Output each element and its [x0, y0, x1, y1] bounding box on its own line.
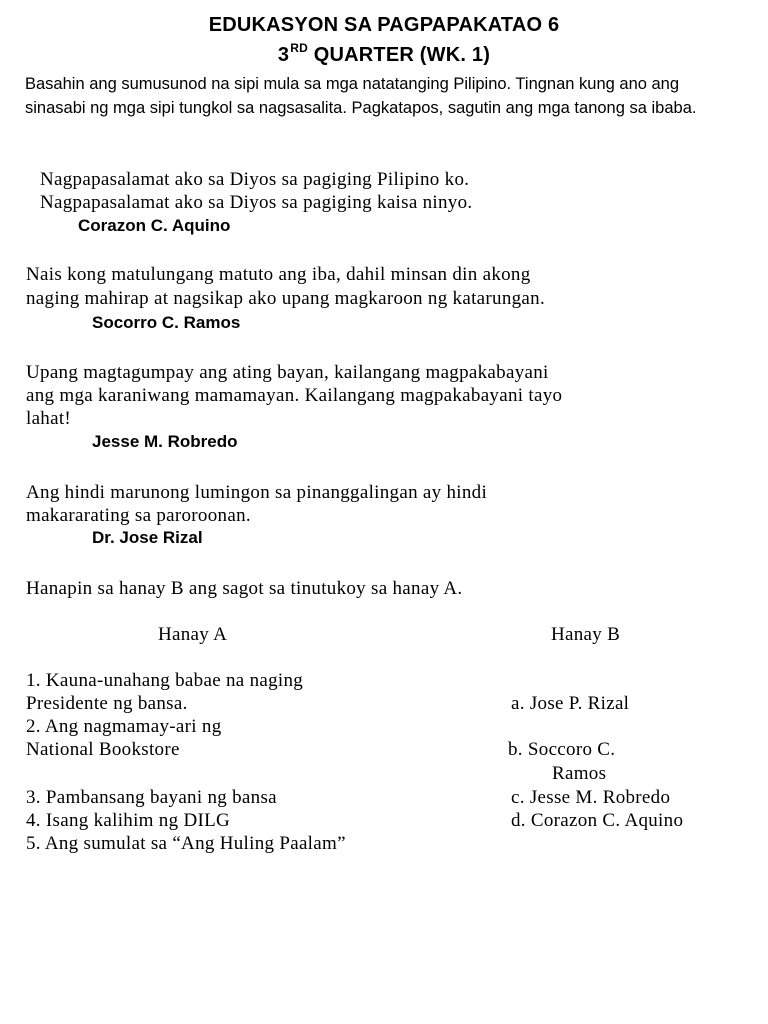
quote-4-author: Dr. Jose Rizal [92, 528, 203, 547]
column-a-item-1-line-1: 1. Kauna-unahang babae na naging [26, 670, 304, 691]
quote-1-line-1: Nagpapasalamat ako sa Diyos sa pagiging Pilipino ko. [40, 169, 470, 190]
quote-3-line-3: lahat! [26, 408, 72, 429]
column-a-item-5: 5. Ang sumulat sa “Ang Huling Paalam” [26, 833, 346, 854]
instructions-paragraph: Basahin ang sumusunod na sipi mula sa mga natatanging Pilipino. Tingnan kung ano ang sinasabi ng mga sipi tungkol sa nagsasalita. Pagkatapos, sagutin ang mga tanong sa ibaba. [25, 75, 697, 117]
column-b-item-b-line-2: Ramos [552, 763, 607, 784]
quote-3-line-1: Upang magtagumpay ang ating bayan, kailangang magpakabayani [26, 362, 549, 383]
quote-3-author: Jesse M. Robredo [92, 432, 238, 451]
quarter-number: 3 [277, 44, 290, 66]
quarter-superscript: RD [290, 41, 308, 55]
column-b-item-b-line-1: b. Soccoro C. [508, 739, 616, 760]
quote-4-line-1: Ang hindi marunong lumingon sa pinanggalingan ay hindi [26, 482, 488, 503]
column-a-item-3: 3. Pambansang bayani ng bansa [26, 787, 277, 808]
quarter-label: QUARTER (WK. 1) [307, 44, 491, 66]
column-b-item-c: c. Jesse M. Robredo [511, 787, 671, 808]
column-a-item-1-line-2: Presidente ng bansa. [26, 693, 188, 714]
quote-2-line-1: Nais kong matulungang matuto ang iba, dahil minsan din akong [26, 264, 531, 285]
column-a-item-2-line-2: National Bookstore [26, 739, 180, 760]
quote-2-line-2: naging mahirap at nagsikap ako upang magkaroon ng katarungan. [26, 288, 546, 309]
column-a-item-2-line-1: 2. Ang nagmamay-ari ng [26, 716, 222, 737]
column-a-header: Hanay A [158, 624, 228, 645]
quote-4-line-2: makararating sa paroroonan. [26, 505, 251, 526]
column-b-item-d: d. Corazon C. Aquino [511, 810, 684, 831]
quarter-heading [0, 41, 768, 67]
column-b-item-a: a. Jose P. Rizal [511, 693, 630, 714]
quote-1-author: Corazon C. Aquino [78, 216, 231, 235]
quote-3-line-2: ang mga karaniwang mamamayan. Kailangang magpakabayani tayo [26, 385, 563, 406]
column-a-item-4: 4. Isang kalihim ng DILG [26, 810, 231, 831]
page-title: EDUKASYON SA PAGPAPAKATAO 6 [208, 14, 560, 36]
quote-2-author: Socorro C. Ramos [92, 313, 241, 332]
matching-instruction: Hanapin sa hanay B ang sagot sa tinutukoy sa hanay A. [26, 578, 463, 599]
column-b-header: Hanay B [551, 624, 621, 645]
quote-1-line-2: Nagpapasalamat ako sa Diyos sa pagiging kaisa ninyo. [40, 192, 473, 213]
